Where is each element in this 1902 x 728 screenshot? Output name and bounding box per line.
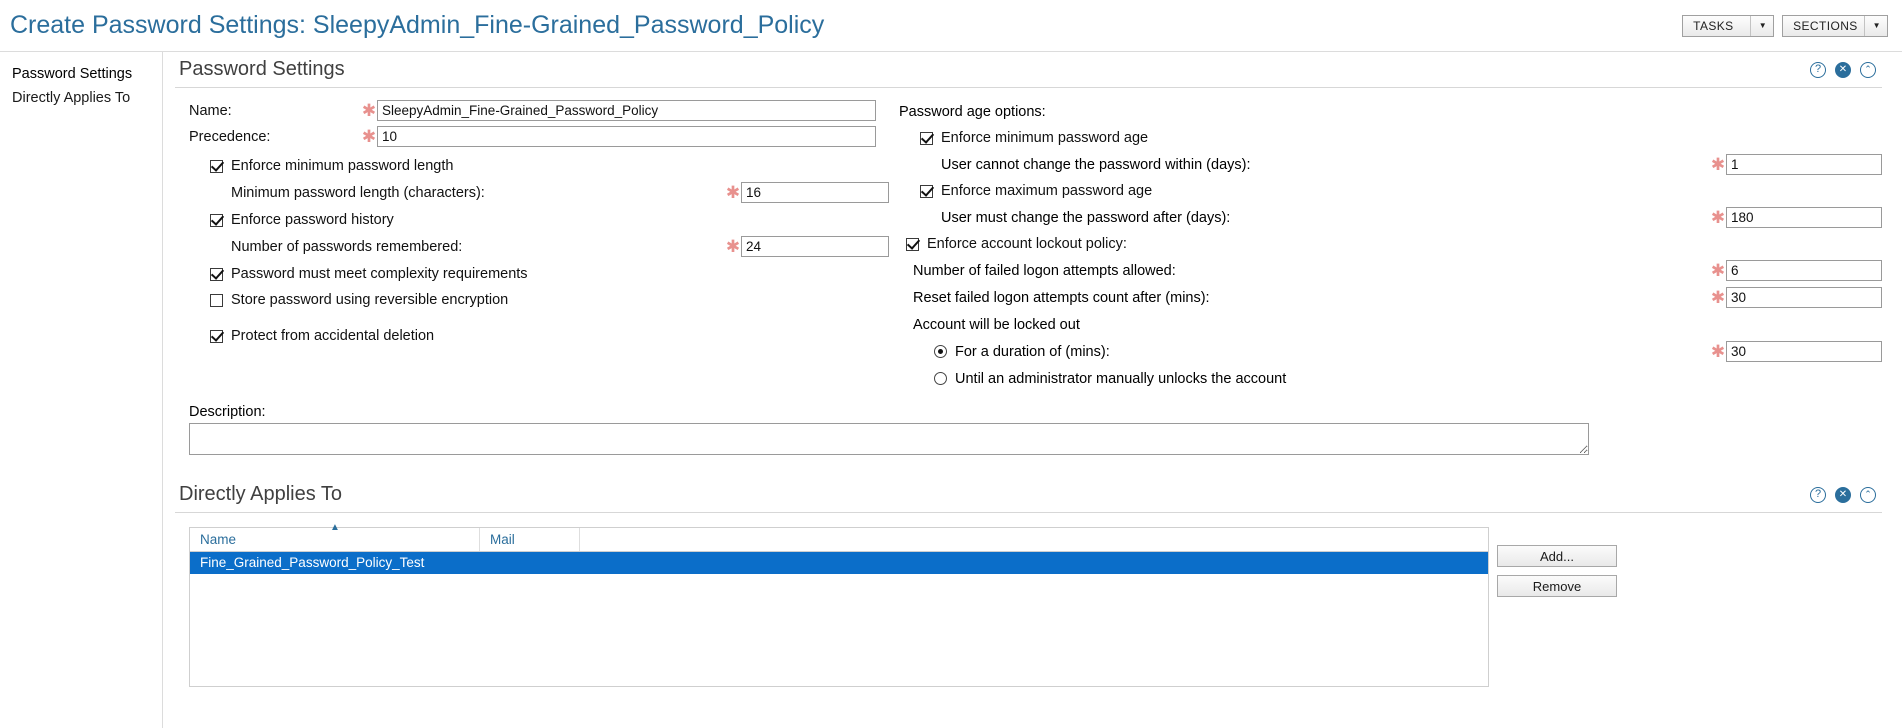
reset-count-input[interactable]	[1726, 287, 1882, 308]
reset-count-label: Reset failed logon attempts count after (mins):	[913, 289, 1210, 306]
required-marker-icon: ✱	[361, 101, 377, 120]
table-row[interactable]	[190, 552, 1488, 574]
sidebar-item-password-settings[interactable]	[0, 62, 162, 86]
sidebar-item-label: Directly Applies To	[12, 90, 131, 106]
name-input[interactable]	[377, 100, 876, 121]
required-marker-icon: ✱	[361, 127, 377, 146]
checkbox-icon[interactable]	[920, 132, 933, 145]
sections-dropdown-button[interactable]	[1782, 15, 1888, 37]
checkbox-icon[interactable]	[210, 294, 223, 307]
table-header-row	[190, 522, 1488, 552]
tasks-label: TASKS	[1693, 18, 1734, 33]
required-marker-icon: ✱	[1710, 155, 1726, 174]
required-marker-icon: ✱	[725, 237, 741, 256]
directly-applies-to-header	[175, 477, 1882, 513]
sidebar-item-directly-applies-to[interactable]	[0, 86, 162, 110]
password-settings-section	[175, 52, 1882, 459]
enforce-min-length-label: Enforce minimum password length	[231, 158, 454, 174]
max-age-label: User must change the password after (days):	[941, 209, 1231, 226]
radio-icon[interactable]	[934, 345, 947, 358]
password-age-heading: Password age options:	[899, 103, 1046, 120]
until-admin-row[interactable]	[899, 367, 1882, 390]
failed-attempts-label: Number of failed logon attempts allowed:	[913, 262, 1176, 279]
sort-ascending-icon: ▲	[330, 522, 340, 533]
close-icon[interactable]: ✕	[1835, 487, 1851, 503]
tasks-dropdown-button[interactable]	[1682, 15, 1774, 37]
sidebar	[0, 52, 163, 728]
checkbox-icon[interactable]	[920, 185, 933, 198]
remove-button[interactable]: Remove	[1497, 575, 1617, 597]
precedence-label: Precedence:	[189, 128, 271, 145]
directly-applies-to-body	[175, 513, 1882, 687]
sections-label: SECTIONS	[1793, 18, 1858, 33]
password-age-heading-row	[899, 100, 1882, 123]
section-title: Directly Applies To	[179, 483, 343, 505]
enforce-max-age-row[interactable]	[899, 180, 1882, 202]
precedence-input[interactable]	[377, 126, 876, 147]
description-block	[175, 404, 1882, 459]
enforce-max-age-label: Enforce maximum password age	[941, 183, 1153, 199]
min-length-label: Minimum password length (characters):	[231, 184, 485, 201]
locked-out-label: Account will be locked out	[913, 316, 1080, 333]
lockout-policy-label: Enforce account lockout policy:	[927, 236, 1127, 252]
table-cell-name: Fine_Grained_Password_Policy_Test	[200, 555, 425, 570]
page-body	[0, 52, 1902, 728]
password-settings-header	[175, 52, 1882, 88]
duration-label: For a duration of (mins):	[955, 343, 1110, 360]
section-title: Password Settings	[179, 58, 345, 80]
password-age-column	[889, 100, 1882, 394]
complexity-row[interactable]	[189, 263, 889, 285]
members-actions	[1497, 527, 1617, 687]
column-header-label: Name	[200, 532, 237, 547]
min-length-input[interactable]	[741, 182, 889, 203]
max-age-input[interactable]	[1726, 207, 1882, 228]
enforce-min-length-row[interactable]	[189, 155, 889, 177]
add-button[interactable]: Add...	[1497, 545, 1617, 567]
members-table	[189, 522, 1489, 687]
window-title-bar	[0, 0, 1902, 52]
duration-input[interactable]	[1726, 341, 1882, 362]
locked-out-heading-row	[899, 313, 1882, 336]
column-header-name[interactable]	[190, 522, 480, 551]
duration-row[interactable]	[899, 340, 1882, 363]
help-icon[interactable]: ?	[1810, 62, 1826, 78]
min-length-row	[189, 181, 889, 204]
checkbox-icon[interactable]	[210, 268, 223, 281]
enforce-min-age-row[interactable]	[899, 127, 1882, 149]
radio-icon[interactable]	[934, 372, 947, 385]
sidebar-item-label: Password Settings	[12, 66, 133, 82]
column-header-mail[interactable]	[480, 528, 580, 551]
section-header-icons	[1810, 62, 1882, 78]
checkbox-icon[interactable]	[210, 214, 223, 227]
checkbox-icon[interactable]	[210, 330, 223, 343]
protect-deletion-label: Protect from accidental deletion	[231, 328, 435, 344]
enforce-history-label: Enforce password history	[231, 212, 394, 228]
history-count-row	[189, 235, 889, 258]
page-title: Create Password Settings: SleepyAdmin_Fine-Grained_Password_Policy	[10, 11, 825, 39]
until-admin-label: Until an administrator manually unlocks the account	[955, 370, 1287, 387]
section-header-icons	[1810, 487, 1882, 503]
main-content	[163, 52, 1902, 728]
protect-deletion-row[interactable]	[189, 325, 889, 347]
failed-attempts-row	[899, 259, 1882, 282]
required-marker-icon: ✱	[1710, 208, 1726, 227]
help-icon[interactable]: ?	[1810, 487, 1826, 503]
collapse-icon[interactable]: ⌃	[1860, 62, 1876, 78]
password-settings-left-column	[189, 100, 889, 394]
directly-applies-to-section	[175, 477, 1882, 687]
max-age-row	[899, 206, 1882, 229]
titlebar-actions	[1682, 15, 1888, 37]
history-count-input[interactable]	[741, 236, 889, 257]
enforce-history-row[interactable]	[189, 209, 889, 231]
complexity-label: Password must meet complexity requirements	[231, 266, 528, 282]
lockout-policy-row[interactable]	[899, 233, 1882, 255]
password-settings-body	[175, 88, 1882, 394]
enforce-min-age-label: Enforce minimum password age	[941, 130, 1149, 146]
checkbox-icon[interactable]	[906, 238, 919, 251]
reversible-encryption-label: Store password using reversible encryption	[231, 292, 509, 308]
required-marker-icon: ✱	[1710, 288, 1726, 307]
column-header-label: Mail	[490, 532, 515, 547]
failed-attempts-input[interactable]	[1726, 260, 1882, 281]
reversible-encryption-row[interactable]	[189, 289, 889, 311]
collapse-icon[interactable]: ⌃	[1860, 487, 1876, 503]
required-marker-icon: ✱	[1710, 261, 1726, 280]
chevron-down-icon: ▼	[1864, 16, 1883, 36]
name-label: Name:	[189, 102, 232, 119]
history-count-label: Number of passwords remembered:	[231, 238, 463, 255]
min-age-input[interactable]	[1726, 154, 1882, 175]
precedence-row	[189, 126, 889, 147]
min-age-label: User cannot change the password within (days):	[941, 156, 1251, 173]
description-input[interactable]	[189, 423, 1589, 455]
description-label: Description:	[189, 404, 266, 420]
required-marker-icon: ✱	[1710, 342, 1726, 361]
reset-count-row	[899, 286, 1882, 309]
min-age-row	[899, 153, 1882, 176]
chevron-down-icon: ▼	[1750, 16, 1769, 36]
required-marker-icon: ✱	[725, 183, 741, 202]
name-row	[189, 100, 889, 121]
checkbox-icon[interactable]	[210, 160, 223, 173]
close-icon[interactable]: ✕	[1835, 62, 1851, 78]
